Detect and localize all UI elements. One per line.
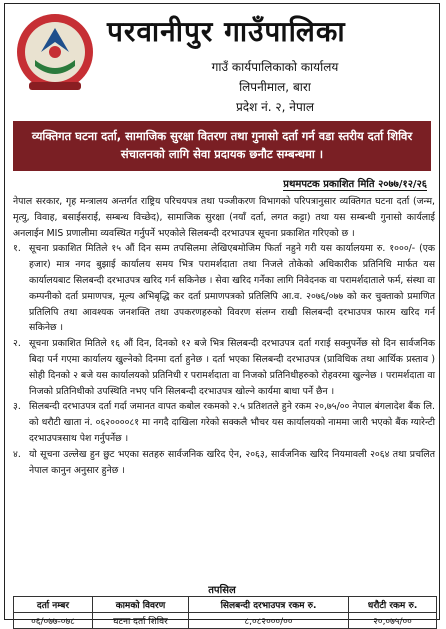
page-title: परवानीपुर गाउँपालिका xyxy=(107,15,346,48)
item-number: ४. xyxy=(13,448,21,460)
column-header: सिलबन्दी दरभाउपत्र रकम रु. xyxy=(188,597,348,613)
column-header: धरौटी रकम रु. xyxy=(349,597,437,613)
table-cell: २०,०७५/०० xyxy=(349,613,437,629)
office-name: गाउँ कार्यपालिकाको कार्यालय xyxy=(211,60,339,74)
column-header: कामको विवरण xyxy=(92,597,188,613)
notice-frame xyxy=(4,3,440,627)
table-title: तपसिल xyxy=(208,585,236,596)
list-item xyxy=(13,241,435,336)
office-location: लिपनीमाल, बारा xyxy=(239,80,311,94)
item-text: सूचना प्रकाशित मितिले १५ औं दिन सम्म तपसिलमा लेखिएबमोजिम फिर्ता नहुने गरी यस कार्यालयमा रु. १०००/- (एक हजार) मात्र नगद बुझाई कार्यालय समय भित्र परामर्शदाता तथा निजले तोकेको अधिकारीक प्रतिनिधि मार्फत यस कार्यालयबाट सिलबन्दी दरभाउपत्र खरिद गर्न सकिनेछ । सेवा खरिद गर्नेका लागि निवेदनक वा परामर्शदाताले फर्म, संस्था वा कम्पनीको दर्ता प्रमाणपत्र, मूल्य अभिबृद्धि कर दर्ता प्रमाणपत्रको प्रतिलिपि आ.व. २०७६/०७७ को कर चुक्ताको प्रमाणित प्रतिलिपि तथा आवश्यक जनशक्ति तथा उपकरणहरुको विवरण संलग्न राखी सिलबन्दी दरभाउपत्र फारम खरिद गर्न सकिनेछ । xyxy=(29,243,435,334)
item-text: यो सूचना उल्लेख हुन छुट भएका सतहरु सार्वजनिक खरिद ऐन, २०६३, सार्वजनिक खरिद नियमावली २०६४ तथा प्रचलित नेपाल कानुन अनुसार हुनेछ । xyxy=(29,448,435,476)
notice-body xyxy=(13,194,435,478)
list-item xyxy=(13,399,435,446)
table-cell: ०६/०७७-०७८ xyxy=(14,613,93,629)
item-number: ३. xyxy=(13,401,21,413)
column-header: दर्ता नम्बर xyxy=(14,597,93,613)
table-header-row xyxy=(14,597,437,613)
list-item xyxy=(13,336,435,399)
intro-paragraph: नेपाल सरकार, गृह मन्त्रालय अन्तर्गत राष्ट्रिय परिचयपत्र तथा पञ्जीकरण विभागको परिपत्रानुसार व्यक्तिगत घटना दर्ता (जन्म, मृत्यु, विवाह, बसाईसराई, सम्बन्ध विच्छेद), सामाजिक सुरक्षा (नयाँ दर्ता, लगत कट्टा) तथा यस सम्बन्धी गुनासो कार्यलाई अनलाईन MIS प्रणालीमा व्यवस्थित गर्नुपर्ने भएकोले सिलबन्दी दरभाउपत्र सूचना प्रकाशित गरिएको छ । xyxy=(13,196,435,239)
table-cell: ८,०८२०००/०० xyxy=(188,613,348,629)
province-line: प्रदेश नं. २, नेपाल xyxy=(235,100,315,114)
published-date: प्रथमपटक प्रकाशित मिति २०७७/१२/२६ xyxy=(283,176,427,191)
details-table xyxy=(13,596,437,629)
notice-banner: व्यक्तिगत घटना दर्ता, सामाजिक सुरक्षा वितरण तथा गुनासो दर्ता गर्न वडा स्तरीय दर्ता शिविर संचालनको लागि सेवा प्रदायक छनौट सम्बन्धमा । xyxy=(13,121,431,171)
item-number: २. xyxy=(13,338,21,350)
table-cell: घटना दर्ता शिविर xyxy=(92,613,188,629)
item-number: १. xyxy=(13,243,21,255)
table-row xyxy=(14,613,437,629)
nepal-emblem-icon xyxy=(15,10,95,94)
list-item xyxy=(13,447,435,479)
item-text: सूचना प्रकाशित मितिले १६ औं दिन, दिनको १२ बजे भित्र सिलबन्दी दरभाउपत्र दर्ता गराई सक्नुपर्नेछ सो दिन सार्वजनिक बिदा पर्न गएमा कार्यालय खुल्नेको दिनमा दर्ता हुनेछ । दर्ता भएका सिलबन्दी दरभाउपत्र (प्राविधिक तथा आर्थिक प्रस्ताव ) सोही दिनको २ बजे यस कार्यालयको प्रतिनिधी र परामर्शदाता वा निजको प्रतिनिधीहरुको रोहवरमा खुल्नेछ । परामर्शदाता वा निजको प्रतिनिधीको उपस्थिति नभए पनि सिलबन्दी दरभाउपत्र खोल्ने कार्यमा बाधा पर्ने छैन । xyxy=(29,338,435,397)
item-text: सिलबन्दी दरभाउपत्र दर्ता गर्दा जमानत वापत कबोल रकमको २.५ प्रतिशतले हुने रकम २०,७५/०० नेपाल बंगलादेश बैंक लि. को धरौटी खाता नं. ०६२००००८१ मा नगदै दाखिला गरेको सक्कलै भौचर यस कार्यालयको नाममा जारी भएको बैंक ग्यारेन्टी दरभाउपत्रसाथ पेश गर्नुपर्नेछ । xyxy=(29,401,435,444)
